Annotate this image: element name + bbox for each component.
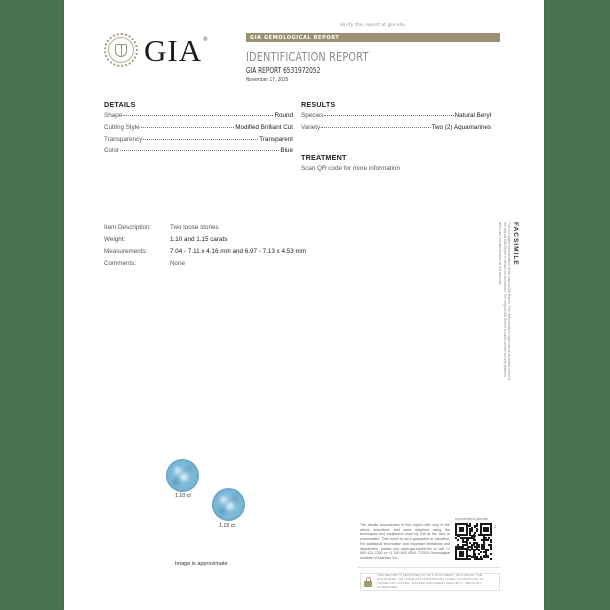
qr-code[interactable]	[455, 523, 492, 560]
security-text: THE SECURITY FEATURES IN THIS DOCUMENT, INCLUDING THE HOLOGRAM, QR CODE AND MICROPRINT LINES, IN ADDITION TO THOSE NOT LISTED, EXCEED DOCUMENT SECURITY INDUSTRY GUIDELINES.	[377, 573, 484, 589]
results-row-variety: Variety Two (2) Aquamarines	[301, 124, 491, 131]
details-row-shape: Shape Round	[104, 112, 293, 119]
disclaimer-text: The results documented in this report refer only to the article described, and were obtained using the techniques and equipment used by GIA at the time of examination. This report is not a guarantee or valuation. For additional information and important limitations and disclaimers, please see www.gia.edu/terms or call +1 800 421 7250 or +1 760 603 4500. ©2025 Gemological Institute of America, Inc.	[360, 523, 450, 560]
details-heading: DETAILS	[104, 100, 136, 109]
gia-logo	[104, 33, 209, 67]
results-row-species: Species Natural Beryl	[301, 112, 491, 119]
report-type-label: GIA GEMOLOGICAL REPORT	[250, 34, 340, 41]
qr-side-number: 2	[494, 524, 497, 529]
gia-wordmark: GIA®	[144, 32, 209, 68]
report-number: GIA REPORT 6531972052	[246, 66, 321, 75]
facsimile-notice: FACSIMILE This is a digital representation of the original GIA Report. This representation might not be accepted in lieu of the original GIA Report in certain circumstances. The original GIA Report includes certain security features which are not reproducible on this facsimile.	[498, 222, 519, 381]
report-title: IDENTIFICATION REPORT	[246, 49, 369, 64]
details-row-transparency: Transparency Transparent	[104, 136, 293, 143]
treatment-heading: TREATMENT	[301, 153, 347, 162]
details-row-color: Color Blue	[104, 147, 293, 154]
report-date: November 17, 2025	[246, 77, 289, 83]
details-row-cutting-style: Cutting Style Modified Brilliant Cut	[104, 124, 293, 131]
results-heading: RESULTS	[301, 100, 336, 109]
verify-link[interactable]: Verify this report at gia.edu	[340, 23, 406, 28]
stone-image-2	[212, 488, 245, 521]
stone-image-1	[166, 459, 199, 492]
reportcheck-link[interactable]: reportcheck.gia.edu	[455, 517, 489, 521]
treatment-text: Scan QR code for more information	[301, 165, 401, 172]
footer-divider	[358, 567, 500, 568]
report-type-bar	[246, 33, 500, 42]
gia-seal-icon	[104, 33, 138, 67]
lock-icon	[364, 577, 372, 587]
image-approximate-note: Image is approximate	[175, 561, 228, 567]
stone-caption-2: 1.15 ct	[219, 523, 235, 529]
security-features-box	[360, 573, 500, 591]
stone-caption-1: 1.10 ct	[175, 493, 191, 499]
